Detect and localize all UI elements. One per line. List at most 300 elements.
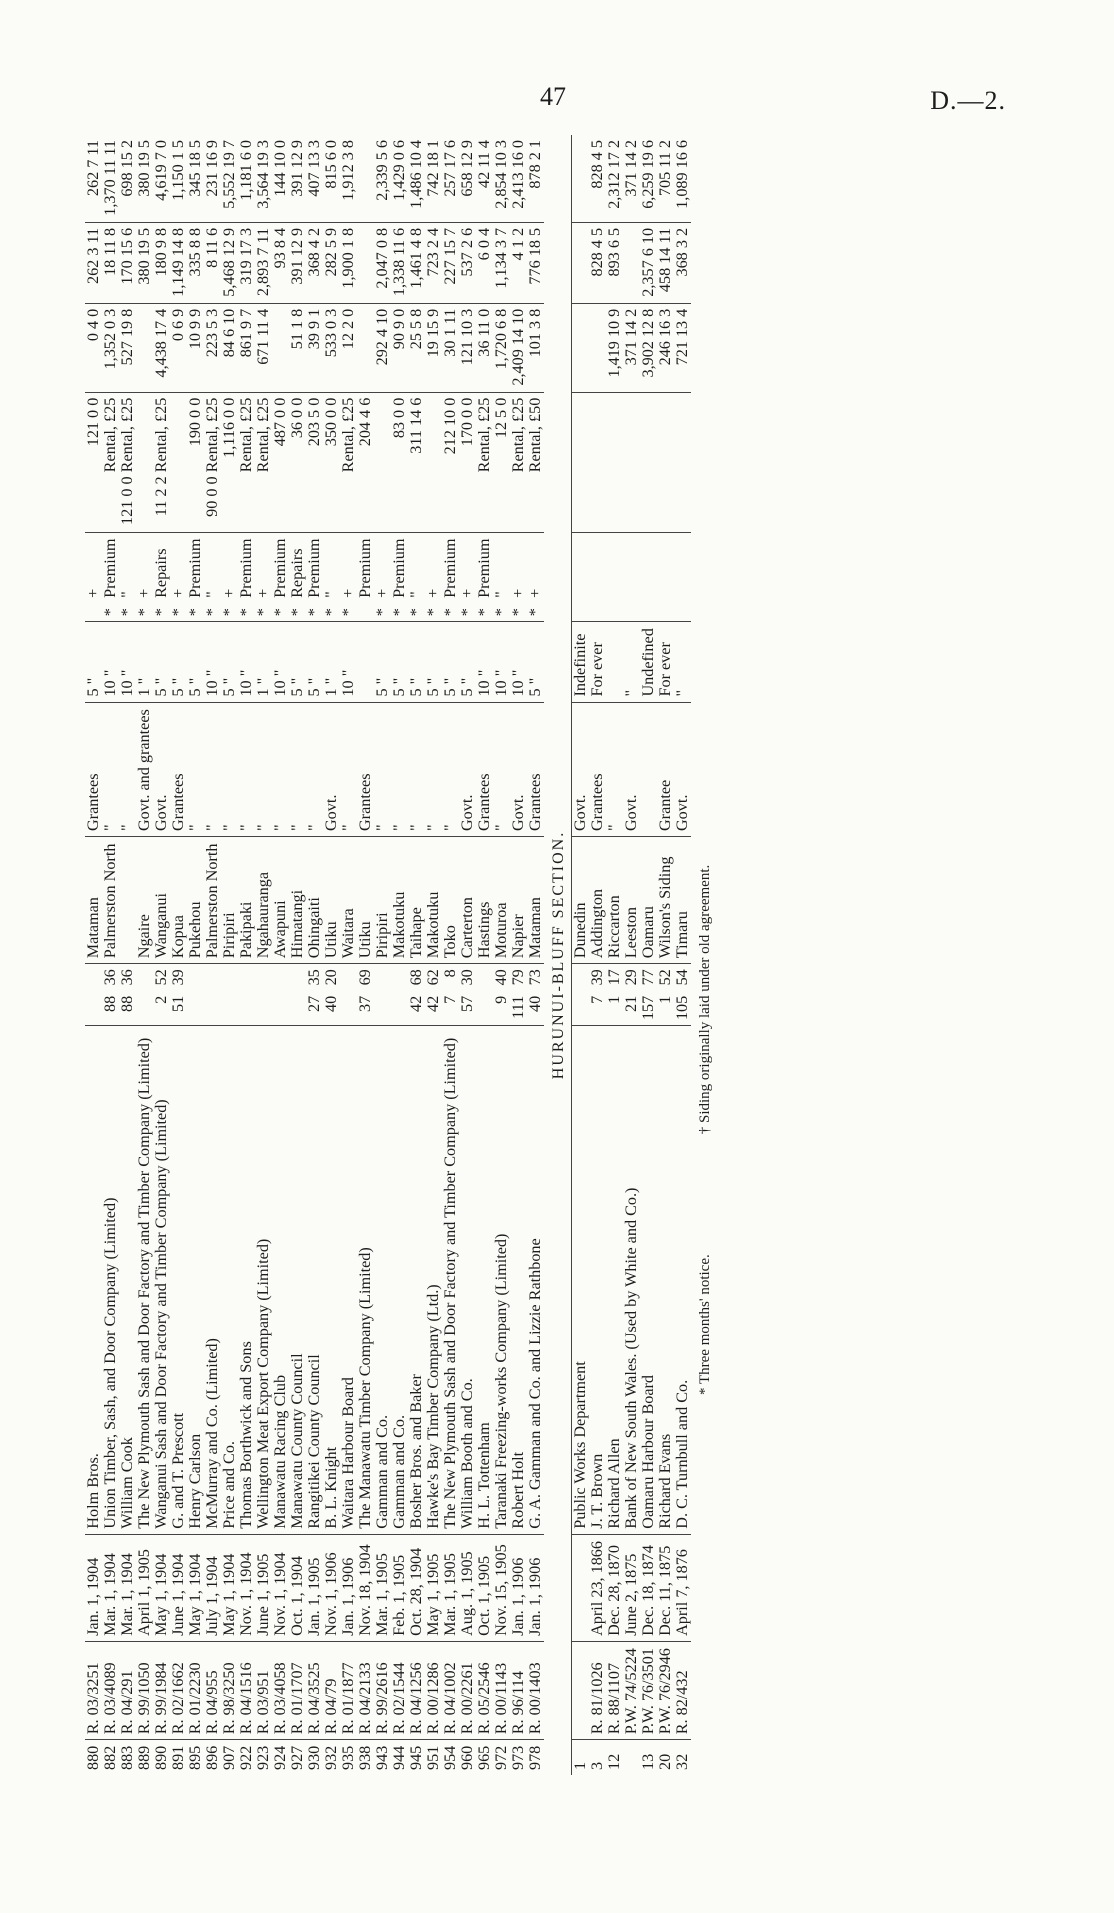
table-cell	[391, 991, 408, 1026]
table-cell: 1,089 16 6	[673, 140, 691, 209]
table-cell: 930	[306, 1740, 323, 1775]
table-cell: Gamman and Co.	[374, 1026, 391, 1534]
table-cell: Bank of New South Wales. (Used by White and Co.)	[623, 1026, 640, 1534]
table-cell	[357, 222, 374, 303]
table-cell: *	[526, 608, 544, 617]
table-cell: 105	[673, 995, 691, 1021]
table-cell: 487 0 0	[272, 392, 289, 532]
table-cell: Carterton	[459, 837, 476, 964]
table-cell: 371 14 2	[623, 303, 640, 392]
table-cell: R. 88/1107	[606, 1641, 623, 1739]
table-cell: 368 3 2	[674, 222, 691, 303]
table-cell: 1	[605, 995, 623, 1004]
table-cell: 51	[169, 995, 187, 1012]
table-cell: 1 "	[255, 622, 272, 702]
table-cell: Makotuku	[391, 837, 408, 964]
table-cell	[238, 991, 255, 1026]
table-cell: Toko	[442, 837, 459, 964]
table-cell: 21	[622, 995, 640, 1012]
table-cell: 19 15 9	[425, 303, 442, 392]
table-cell: Dunedin	[572, 837, 590, 964]
table-cell: 12	[606, 1740, 623, 1775]
table-cell	[623, 532, 640, 603]
table-cell: 10 "	[493, 622, 510, 702]
table-cell	[255, 964, 272, 991]
table-cell	[606, 392, 623, 532]
table-row	[340, 135, 357, 1775]
section-heading-body	[544, 135, 572, 1775]
table-cell: P.W. 76/2946	[657, 1641, 674, 1739]
table-cell: 10 "	[119, 622, 136, 702]
table-cell: R. 03/4058	[272, 1641, 289, 1739]
table-cell: 10 "	[340, 622, 357, 702]
table-cell: 2,357 6 10	[640, 222, 657, 303]
table-cell: 391 12 9	[289, 222, 306, 303]
table-cell: Mataman	[527, 837, 544, 964]
table-cell: 84 6 10	[221, 303, 238, 392]
table-cell: 896	[204, 1740, 221, 1775]
table-cell: Premium	[187, 532, 204, 603]
table-cell: "	[238, 702, 255, 836]
table-cell: May 1, 1904	[187, 1534, 204, 1641]
table-cell: Hastings	[476, 837, 493, 964]
table-cell: May 1, 1905	[425, 1534, 442, 1641]
table-cell	[340, 991, 357, 1026]
table-cell: "	[306, 702, 323, 836]
table-row	[425, 135, 442, 1775]
table-cell: 1,338 11 6	[391, 222, 408, 303]
table-cell: *	[509, 608, 527, 617]
table-cell	[674, 603, 691, 622]
table-cell: 0 6 9	[170, 303, 187, 392]
table-cell: 883	[119, 1740, 136, 1775]
table-cell: 1	[656, 995, 674, 1004]
table-cell: *	[101, 608, 119, 617]
table-cell: R. 00/2261	[459, 1641, 476, 1739]
table-cell: R. 03/3251	[85, 1641, 102, 1739]
table-cell: Ngaire	[136, 837, 153, 964]
table-cell: 345 18 5	[186, 140, 204, 197]
table-cell: Richard Evans	[657, 1026, 674, 1534]
table-row	[442, 135, 459, 1775]
table-cell: 13	[640, 1740, 657, 1775]
table-cell: 5 "	[442, 622, 459, 702]
table-cell: Jan. 1, 1906	[340, 1534, 357, 1641]
table-cell: 1,370 11 11	[101, 140, 119, 216]
table-cell: Premium	[476, 532, 493, 603]
table-cell: R. 00/1286	[425, 1641, 442, 1739]
table-cell: Thomas Borthwick and Sons	[238, 1026, 255, 1534]
table-cell: *	[288, 608, 306, 617]
table-cell: 2,893 7 11	[255, 222, 272, 303]
table-cell	[640, 532, 657, 603]
table-cell: Public Works Department	[572, 1026, 590, 1534]
table-cell: 90 9 0	[391, 303, 408, 392]
table-cell: For ever	[657, 622, 674, 702]
table-cell: *	[339, 608, 357, 617]
table-cell	[119, 837, 136, 964]
table-cell: R. 98/3250	[221, 1641, 238, 1739]
table-cell: Repairs	[289, 532, 306, 603]
table-row	[527, 135, 544, 1775]
table-cell: 144 10 0	[271, 140, 289, 197]
table-cell	[589, 392, 606, 532]
table-cell: 25 5 8	[408, 303, 425, 392]
table-cell: Govt.	[572, 702, 590, 836]
table-cell: 35	[306, 964, 323, 991]
table-cell: +	[459, 532, 476, 603]
table-cell: 2,413 16 0	[509, 140, 527, 209]
table-cell: 17	[606, 964, 623, 991]
table-cell: 69	[357, 964, 374, 991]
table-cell: "	[102, 702, 119, 836]
table-cell: 212 10 0	[442, 392, 459, 532]
table-cell: Premium	[272, 532, 289, 603]
table-cell: "	[340, 702, 357, 836]
table-cell: 40	[493, 964, 510, 991]
table-cell: 62	[425, 964, 442, 991]
sidings-table	[85, 135, 691, 1775]
table-cell: Piripiri	[221, 837, 238, 964]
table-cell: Mar. 1, 1904	[119, 1534, 136, 1641]
table-cell	[170, 392, 187, 532]
table-cell: R. 82/432	[674, 1641, 691, 1739]
table-cell: Rental, £25	[510, 392, 527, 532]
table-cell	[85, 991, 102, 1026]
table-cell	[357, 622, 374, 702]
table-cell: 121 0 0 Rental, £25	[119, 392, 136, 532]
table-cell: 36	[102, 964, 119, 991]
table-cell: 1,116 0 0	[221, 392, 238, 532]
table-row	[102, 135, 119, 1775]
table-cell	[476, 991, 493, 1026]
table-cell	[85, 964, 102, 991]
table-cell: 170 0 0	[459, 392, 476, 532]
table-cell: "	[493, 532, 510, 603]
table-cell: 5 "	[85, 622, 102, 702]
table-cell: 1,912 3 8	[339, 140, 357, 201]
table-cell: 262 7 11	[84, 140, 102, 197]
table-cell: 8	[442, 964, 459, 991]
table-cell: Gamman and Co.	[391, 1026, 408, 1534]
table-cell: Manawatu Racing Club	[272, 1026, 289, 1534]
table-cell: 960	[459, 1740, 476, 1775]
table-cell: William Cook	[119, 1026, 136, 1534]
table-cell: Awapuni	[272, 837, 289, 964]
table-cell: Riccarton	[606, 837, 623, 964]
table-cell	[674, 532, 691, 603]
table-cell: *	[305, 608, 323, 617]
table-cell: June 2, 1875	[623, 1534, 640, 1641]
table-cell: R. 05/2546	[476, 1641, 493, 1739]
table-cell: 533 0 3	[323, 303, 340, 392]
table-cell: *	[322, 608, 340, 617]
table-cell: 5 "	[527, 622, 544, 702]
table-cell: "	[221, 702, 238, 836]
table-cell: +	[340, 532, 357, 603]
table-cell: 39	[589, 964, 606, 991]
table-cell: 231 16 9	[203, 140, 221, 197]
table-cell: +	[85, 532, 102, 603]
table-cell: 10 "	[476, 622, 493, 702]
table-cell	[572, 1534, 590, 1641]
table-cell: R. 01/2230	[187, 1641, 204, 1739]
table-cell	[623, 1740, 640, 1775]
table-cell: +	[374, 532, 391, 603]
table-cell: 907	[221, 1740, 238, 1775]
table-cell	[425, 392, 442, 532]
table-cell: R. 99/2616	[374, 1641, 391, 1739]
table-cell: 10 "	[510, 622, 527, 702]
table-cell: Jan. 1, 1906	[527, 1534, 544, 1641]
table-cell: 927	[289, 1740, 306, 1775]
table-cell: 57	[458, 995, 476, 1012]
table-cell: Kopua	[170, 837, 187, 964]
table-cell	[187, 991, 204, 1026]
table-cell: 965	[476, 1740, 493, 1775]
table-cell: "	[674, 622, 691, 702]
table-cell: "	[289, 702, 306, 836]
table-cell: *	[237, 608, 255, 617]
table-cell: Moturoa	[493, 837, 510, 964]
footnote-star: * Three months' notice.	[697, 1254, 713, 1395]
table-row	[153, 135, 170, 1775]
table-cell: 262 3 11	[85, 222, 102, 303]
table-cell: 157	[639, 995, 657, 1021]
table-cell: 42 11 4	[475, 140, 493, 188]
table-cell: 723 2 4	[425, 222, 442, 303]
table-cell: "	[408, 532, 425, 603]
table-cell: 5,552 19 7	[220, 140, 238, 209]
table-cell: 6,259 19 6	[639, 140, 657, 209]
table-cell: 36	[119, 964, 136, 991]
table-cell: Mar. 1, 1904	[102, 1534, 119, 1641]
table-cell	[657, 532, 674, 603]
table-cell: 890	[153, 1740, 170, 1775]
table-cell: 2,339 5 6	[373, 140, 391, 201]
table-cell: *	[254, 608, 272, 617]
table-cell: "	[323, 532, 340, 603]
table-cell: 671 11 4	[255, 303, 272, 392]
table-cell: Hawke's Bay Timber Company (Ltd.)	[425, 1026, 442, 1534]
table-body-main	[85, 135, 544, 1775]
table-cell: 10 9 9	[187, 303, 204, 392]
table-cell: 1,149 14 8	[170, 222, 187, 303]
table-cell: *	[407, 608, 425, 617]
table-cell	[136, 303, 153, 392]
table-cell: R. 04/79	[323, 1641, 340, 1739]
table-cell: Richard Allen	[606, 1026, 623, 1534]
table-cell: 882	[102, 1740, 119, 1775]
table-cell: *	[203, 608, 221, 617]
table-cell: Piripiri	[374, 837, 391, 964]
table-cell: 1,486 10 4	[407, 140, 425, 209]
table-cell: 945	[408, 1740, 425, 1775]
table-cell: 698 15 2	[118, 140, 136, 197]
footnotes	[697, 135, 714, 1775]
table-cell: Oamaru	[640, 837, 657, 964]
table-row	[204, 135, 221, 1775]
table-cell: 223 5 3	[204, 303, 221, 392]
table-cell	[476, 964, 493, 991]
table-cell: +	[170, 532, 187, 603]
table-cell	[272, 303, 289, 392]
table-cell: 380 19 5	[136, 222, 153, 303]
table-cell: 923	[255, 1740, 272, 1775]
table-cell: 30	[459, 964, 476, 991]
table-cell: Makotuku	[425, 837, 442, 964]
table-cell: R. 03/951	[255, 1641, 272, 1739]
table-cell: Nov. 15, 1905	[493, 1534, 510, 1641]
table-cell	[572, 964, 590, 991]
table-row	[476, 135, 493, 1775]
table-cell: R. 96/114	[510, 1641, 527, 1739]
table-cell: William Booth and Co.	[459, 1026, 476, 1534]
table-cell: Oct. 1, 1904	[289, 1534, 306, 1641]
table-cell: "	[119, 702, 136, 836]
table-cell: 257 17 6	[441, 140, 459, 197]
table-cell: 537 2 6	[459, 222, 476, 303]
table-cell: *	[186, 608, 204, 617]
table-cell	[572, 392, 590, 532]
table-cell: 282 5 9	[323, 222, 340, 303]
table-cell: H. L. Tottenham	[476, 1026, 493, 1534]
table-cell: 52	[657, 964, 674, 991]
table-cell: 5 "	[306, 622, 323, 702]
table-cell: 246 16 3	[657, 303, 674, 392]
table-cell: 73	[527, 964, 544, 991]
table-cell	[289, 964, 306, 991]
table-cell: 943	[374, 1740, 391, 1775]
table-cell: 37	[356, 995, 374, 1012]
table-cell: 227 15 7	[442, 222, 459, 303]
table-cell: R. 04/1002	[442, 1641, 459, 1739]
table-row	[408, 135, 425, 1775]
table-cell: 27	[305, 995, 323, 1012]
table-cell: 880	[85, 1740, 102, 1775]
table-cell: Price and Co.	[221, 1026, 238, 1534]
table-cell	[255, 991, 272, 1026]
table-cell: 121 0 0	[85, 392, 102, 532]
table-cell: Rangitikei County Council	[306, 1026, 323, 1534]
table-cell: 944	[391, 1740, 408, 1775]
table-cell: Premium	[357, 532, 374, 603]
table-cell	[640, 702, 657, 836]
table-cell	[572, 303, 590, 392]
table-cell	[572, 991, 590, 1026]
table-cell: Henry Carlson	[187, 1026, 204, 1534]
table-cell: 292 4 10	[374, 303, 391, 392]
table-cell: 3	[589, 1740, 606, 1775]
table-cell: 36 11 0	[476, 303, 493, 392]
table-row	[170, 135, 187, 1775]
table-cell: April 23, 1866	[589, 1534, 606, 1641]
table-cell: 5 "	[221, 622, 238, 702]
table-cell: "	[606, 702, 623, 836]
table-cell: 1,429 0 6	[390, 140, 408, 201]
table-cell: 8 11 6	[204, 222, 221, 303]
table-cell: 79	[510, 964, 527, 991]
table-cell: 7	[588, 995, 606, 1004]
table-cell: 10 "	[102, 622, 119, 702]
table-cell: 12 2 0	[340, 303, 357, 392]
table-cell: 68	[408, 964, 425, 991]
table-cell: June 1, 1904	[170, 1534, 187, 1641]
table-cell: 90 0 0 Rental, £25	[204, 392, 221, 532]
table-cell: Repairs	[153, 532, 170, 603]
table-cell: 924	[272, 1740, 289, 1775]
table-row	[391, 135, 408, 1775]
table-row	[85, 135, 102, 1775]
table-cell: 190 0 0	[187, 392, 204, 532]
table-cell: R. 03/4089	[102, 1641, 119, 1739]
table-cell: P.W. 76/3501	[640, 1641, 657, 1739]
table-cell: Premium	[102, 532, 119, 603]
table-cell: 5 "	[170, 622, 187, 702]
table-cell	[289, 991, 306, 1026]
table-cell: Jan. 1, 1905	[306, 1534, 323, 1641]
table-cell: Wanganui Sash and Door Factory and Timber Company (Limited)	[153, 1026, 170, 1534]
table-cell	[221, 964, 238, 991]
table-cell: Grantees	[357, 702, 374, 836]
table-cell: Leeston	[623, 837, 640, 964]
table-cell	[357, 303, 374, 392]
table-cell: 54	[674, 964, 691, 991]
table-cell: R. 04/2133	[357, 1641, 374, 1739]
table-cell: 1,150 1 5	[169, 140, 187, 201]
table-cell: Undefined	[640, 622, 657, 702]
document-reference: D.—2.	[930, 86, 1006, 115]
table-cell: Dec. 28, 1870	[606, 1534, 623, 1641]
table-cell: 1 "	[323, 622, 340, 702]
table-cell: Timaru	[674, 837, 691, 964]
table-cell: 5 "	[408, 622, 425, 702]
table-cell: 368 4 2	[306, 222, 323, 303]
table-cell: 101 3 8	[527, 303, 544, 392]
table-cell: Utiku	[357, 837, 374, 964]
table-cell: 380 19 5	[135, 140, 153, 197]
table-cell: Oct. 1, 1905	[476, 1534, 493, 1641]
table-cell: Himatangi	[289, 837, 306, 964]
table-cell: 1,134 3 7	[493, 222, 510, 303]
table-cell: Jan. 1, 1904	[85, 1534, 102, 1641]
table-cell: *	[492, 608, 510, 617]
table-cell	[572, 532, 590, 603]
table-cell: Govt.	[623, 702, 640, 836]
table-cell: R. 04/291	[119, 1641, 136, 1739]
table-cell: 935	[340, 1740, 357, 1775]
table-cell: *	[152, 608, 170, 617]
table-cell: Govt. and grantees	[136, 702, 153, 836]
table-cell: 922	[238, 1740, 255, 1775]
table-cell: Wilson's Siding	[657, 837, 674, 964]
table-cell: April 1, 1905	[136, 1534, 153, 1641]
table-cell: 12 5 0	[493, 392, 510, 532]
table-cell: 10 "	[272, 622, 289, 702]
table-cell: 371 14 2	[622, 140, 640, 197]
section-title: HURUNUI-BLUFF SECTION.	[550, 830, 567, 1080]
table-cell: 4 1 2	[510, 222, 527, 303]
table-cell: R. 81/1026	[589, 1641, 606, 1739]
table-cell: 2	[152, 995, 170, 1004]
table-cell	[572, 222, 590, 303]
table-cell: Grantees	[589, 702, 606, 836]
table-cell	[221, 991, 238, 1026]
table-cell: Govt.	[459, 702, 476, 836]
table-cell: Manawatu County Council	[289, 1026, 306, 1534]
table-cell: Grantees	[476, 702, 493, 836]
table-cell: 1,720 6 8	[493, 303, 510, 392]
